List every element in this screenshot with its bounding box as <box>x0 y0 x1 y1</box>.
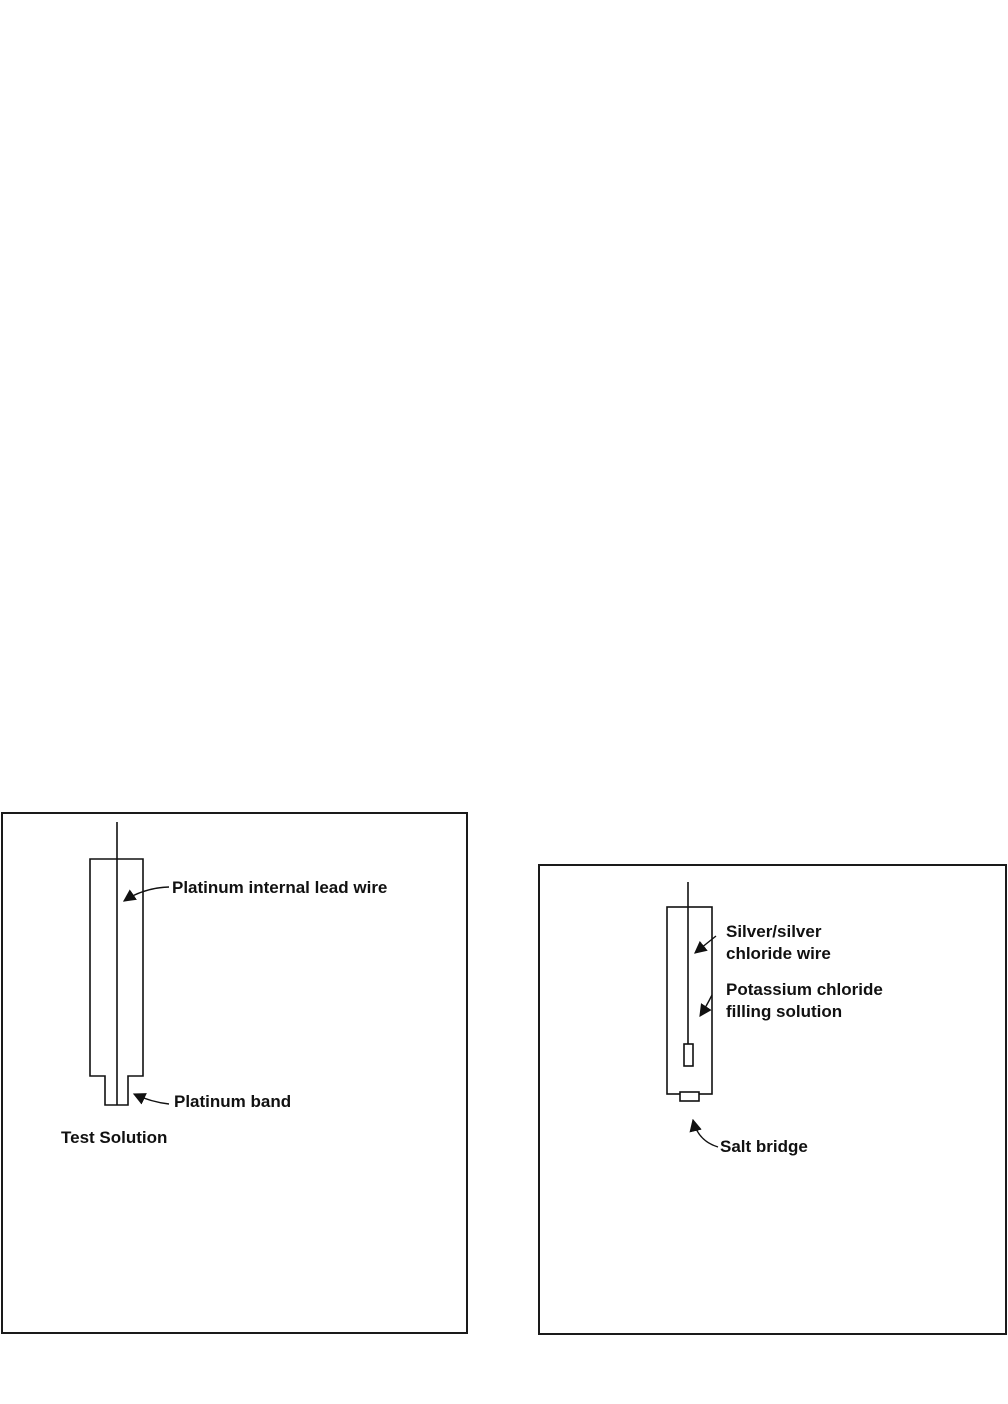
lead-wire-pointer <box>124 887 169 901</box>
platinum-electrode-panel <box>1 812 468 1334</box>
label-silver-wire-1: Silver/silver <box>726 922 822 941</box>
salt-bridge-plug <box>680 1092 699 1101</box>
wire-element <box>684 1044 693 1066</box>
label-platinum-band: Platinum band <box>174 1092 292 1111</box>
label-filling-1: Potassium chloride <box>726 980 883 999</box>
silver-wire-pointer <box>695 936 716 953</box>
filling-pointer <box>700 995 712 1016</box>
label-platinum-lead-wire: Platinum internal lead wire <box>172 878 388 897</box>
label-test-solution: Test Solution <box>61 1128 168 1147</box>
reference-electrode-panel <box>538 864 1007 1335</box>
label-silver-wire-2: chloride wire <box>726 944 831 963</box>
label-salt-bridge: Salt bridge <box>720 1137 808 1156</box>
salt-bridge-pointer <box>693 1120 718 1147</box>
band-pointer <box>134 1094 169 1104</box>
label-filling-2: filling solution <box>726 1002 843 1021</box>
